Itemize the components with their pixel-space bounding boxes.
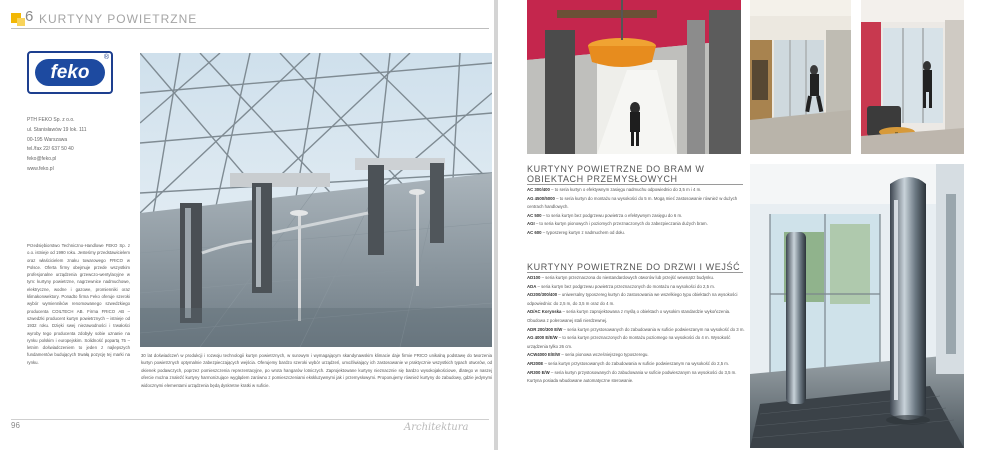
left-page [0,0,494,450]
header-rule [11,28,489,29]
industrial-curtains-list [527,186,745,238]
list-item: ACW4000 E/E/W – seria pionowa wcześniejszego typoszeregu. [527,352,649,358]
heading-rule [527,272,743,273]
list-item: AR200E – seria kurtyn przystosowanych do zabudowania w suficie podwieszanym na wysokość do 2,5 m. [527,360,730,366]
cafe-entrance-photo [861,0,964,154]
address-line: tel./fax 22/ 637 50 40 [27,146,74,153]
list-item: ADA – seria kurtyn bez podgrzewu powietrza przeznaczonych do montażu na wysokości do 2,5 m. [527,283,715,289]
logo-text: feko [35,59,105,86]
feko-logo [27,51,113,94]
company-address [27,116,127,175]
list-item: AR300 E/W – seria kurtyn przystosowanych do zabudowania w suficie podwieszanym na wysokości do 3,5 m. Kurtyna posiada wbudowane automatyczne sterowanie. [527,369,737,384]
list-item: AG 4000 E/E/W – to seria kurtyn przeznaczonych do montażu poziomego na wysokości do 4 m. Wysokość urządzenia tylko 26 cm. [527,335,731,349]
address-line: PTH FEKO Sp. z o.o. [27,117,75,123]
section-number: 6 [25,8,34,25]
footer-rule [11,419,489,420]
list-item: AD200/300/400 – uniwersalny typoszereg kurtyn do zastosowania we wszelkiego typu obiektach na wysokości odpowiednio: do 2,5 m, do 3,5 m oraz do 4 m. [527,292,738,306]
door-curtains-list [527,274,745,386]
section-heading-doors: KURTYNY POWIETRZNE DO DRZWI I WEJŚĆ [527,262,741,272]
list-item: AC 500 – to seria kurtyn bez podgrzewu powietrza o efektywnym zasięgu do 6 m. [527,212,683,218]
page-number: 96 [11,421,20,430]
magazine-brand-mark: Architektura [404,422,469,433]
list-item: ADR 200/300 E/W – seria kurtyn przystosowanych do zabudowania w suficie podwieszanym na wysokość do 3 m. [527,326,745,332]
section-heading-industrial: KURTYNY POWIETRZNE DO BRAM W OBIEKTACH PRZEMYSŁOWYCH [527,164,705,184]
mall-entrance-photo [527,0,741,154]
stainless-air-curtain-photo [750,164,964,448]
body-paragraph: 30 lat doświadczeń w produkcji i rozwoju technologii kurtyn powietrznych, w surowym i wymagającym skandynawskim klimacie daje firmie FRICO unikalną podstawę do tworzenia kurtyn powietrznych optymalnie zabezpieczających wejścia. Oferujemy bardzo szeroki wybór urządzeń, umożliwiający ich zastosowanie w praktycznie wszystkich typach otworów, od okienek podawczych, poprzez pomieszczenia reprezentacyjne, po wrota hangarów lotniczych. Zaprojektowane kurtyny nieznacznie się bardzo wysokojakościowe, dlatego w naszej ofercie można znaleźć kurtyny harmonizujące wyglądem zarówno z pomieszczeniami ekskluzywnymi jak i przemysłowymi. Proponujemy również kurtyny do zabudowy, gdzie jedynymi widocznymi elementami urządzenia będą dyskretne kratki w suficie. [141,353,492,388]
intro-paragraph: Przedsiębiorstwo Techniczno-Handlowe FEKO Sp. z o.o. istnieje od 1990 roku. Jesteśmy przedstawicielem oraz właścicielem znaku towarowego FRICO w Polsce. Oferta firmy obejmuje przede wszystkim profesjonalne urządzenia grzewczo-wentylacyjne w tym: kurtyny powietrzne, nagrzewnice nadmuchowe, elektryczne, wodne i gazowe, promienniki oraz klimakonwektory. Ponadto firma Feko oferuje szeroki wybór wymienników renomowanego szwedzkiego producenta COILTECH AB. Firma FRICO AB – szwedzki producent kurtyn powietrznych – istnieje od 1932 roku. Dzięki swej niezawodności i trwałości wyroby tego producenta zdobyły sobie uznanie na rynku polskim i europejskim. Solidność popartą 75 – letnim doświadczeniem to jeden z najlepszych fundamentów budujących trwałą pozycję tej marki na rynku. [27,243,130,365]
list-item: AG 4500/5000 – to seria kurtyn do montażu na wysokości do 5 m. Mogą mieć zastosowanie również w dużych centrach handlowych. [527,195,738,210]
list-item: AD/AC Korynska – seria kurtyn zaprojektowana z myślą o obiektach o wysokim standardzie wykończenia. Obudowa z polerowanej stali nierdzewnej. [527,309,731,323]
list-item: AD100 – seria kurtyn przeznaczona do niestandardowych otworów lub przejść wewnątrz budynku. [527,275,715,280]
website-text: www.feko.pl [27,165,54,172]
list-item: AGI – to seria kurtyn pionowych i poziomych przeznaczonych do zabezpieczania dużych bram. [527,221,708,227]
right-page [498,0,992,450]
section-title: KURTYNY POWIETRZNE [39,12,198,26]
list-item: AC 300/400 – to seria kurtyn o efektywnym zasięgu nadmuchu odpowiednio do 3,5 m i 4 m. [527,187,702,192]
heading-rule [527,184,743,185]
address-line: 00-195 Warszawa [27,136,68,143]
section-marker-icon [11,13,21,23]
list-item: AC 600 – typoszereg kurtyn z nadmuchem od dołu. [527,229,625,235]
address-line: ul. Stanisławów 19 lok. 111 [27,126,87,133]
registered-mark: ® [103,54,109,61]
shop-entrance-photo [750,0,851,154]
email-text: feko@feko.pl [27,156,57,163]
atrium-gates-photo [140,53,492,347]
